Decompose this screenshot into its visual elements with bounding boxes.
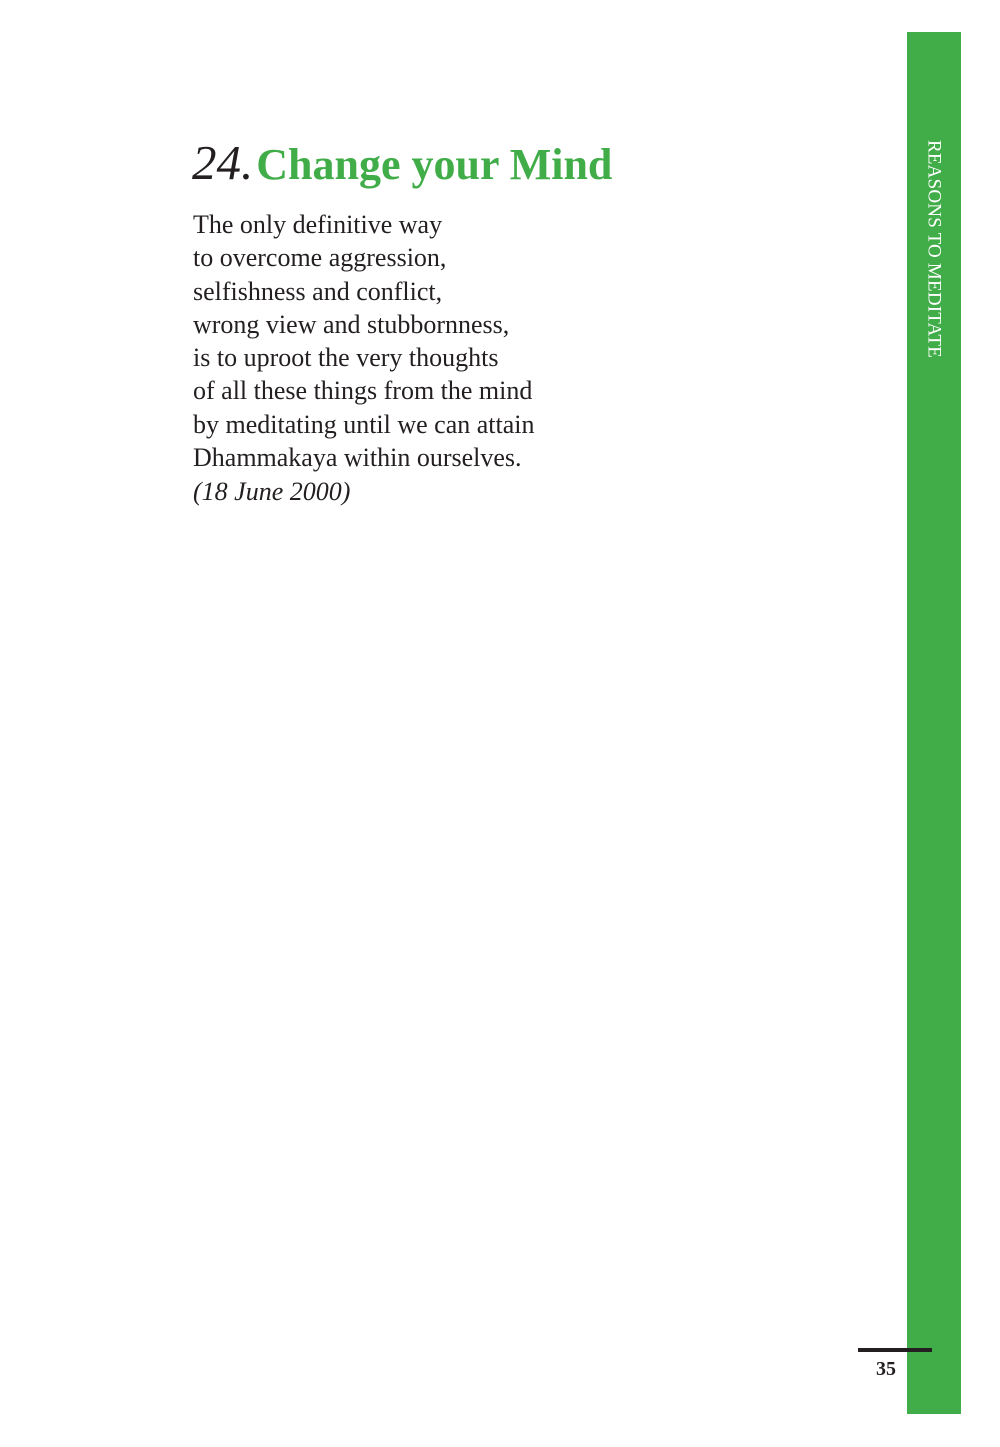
body-line: selfishness and conflict, [193,276,443,306]
body-line: Dhammakaya within ourselves. [193,443,522,473]
body-paragraph [193,208,535,474]
page-heading [192,135,613,190]
section-number: 24. [192,135,254,190]
body-line: wrong view and stubbornness, [193,309,510,339]
body-line: is to uproot the very thoughts [193,343,499,373]
body-line: of all these things from the mind [193,376,533,406]
side-section-label: REASONS TO MEDITATE [923,140,945,358]
body-line: by meditating until we can attain [193,409,535,439]
quote-date: (18 June 2000) [193,477,351,506]
section-title: Change your Mind [256,140,613,189]
body-line: The only definitive way [193,210,443,239]
body-line: to overcome aggression, [193,243,447,273]
page-number: 35 [876,1358,896,1380]
page-number-rule [858,1348,932,1352]
